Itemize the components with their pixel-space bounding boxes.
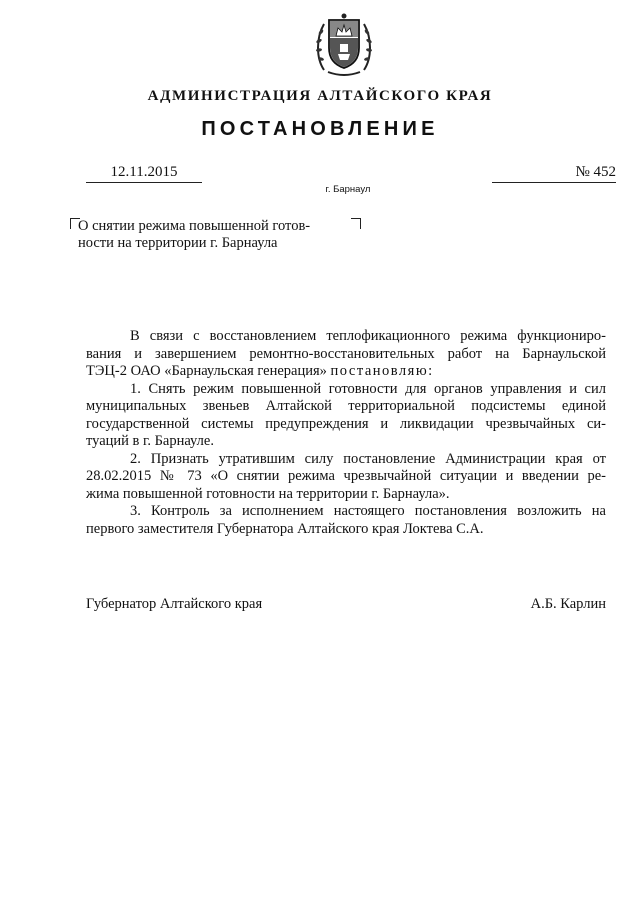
body-text: ТЭЦ-2 ОАО «Барнаульская генерация»	[86, 363, 327, 379]
body-line: первого заместителя Губернатора Алтайского края Локтева С.А.	[86, 520, 484, 537]
body-line: жима повышенной готовности на территории г. Барнаула».	[86, 485, 450, 502]
body-line: туаций в г. Барнауле.	[86, 433, 214, 449]
signatory-position: Губернатор Алтайского края	[86, 596, 263, 612]
subject-line: ности на территории г. Барнаула	[78, 235, 278, 251]
body-line	[86, 363, 606, 381]
document-type-title: ПОСТАНОВЛЕНИЕ	[201, 118, 439, 140]
document-date: 12.11.2015	[86, 164, 202, 183]
signatory-name: А.Б. Карлин	[530, 596, 606, 612]
document-number: № 452	[492, 164, 616, 183]
body-line: 28.02.2015 № 73 «О снятии режима чрезвычайной ситуации и введении ре-	[86, 468, 606, 484]
body-line: 3. Контроль за исполнением настоящего постановления возложить на	[130, 503, 606, 519]
body-line: 2. Признать утратившим силу постановление Администрации края от	[130, 450, 606, 467]
body-line: вания и завершением ремонтно-восстановительных работ на Барнаульской	[86, 345, 606, 362]
document-body	[86, 328, 606, 538]
body-line: муниципальных звеньев Алтайской территориальной подсистемы единой	[86, 398, 606, 414]
organization-name: АДМИНИСТРАЦИЯ АЛТАЙСКОГО КРАЯ	[147, 88, 493, 104]
decree-verb: постановляю:	[330, 363, 434, 379]
document-subject	[78, 218, 358, 252]
coat-of-arms-icon	[314, 8, 374, 80]
body-line: государственной системы предупреждения и ликвидации чрезвычайных си-	[86, 415, 606, 432]
body-line: 1. Снять режим повышенной готовности для органов управления и сил	[130, 380, 606, 397]
document-city: г. Барнаул	[325, 184, 371, 195]
body-line: В связи с восстановлением теплофикационного режима функциониро-	[130, 328, 606, 344]
subject-line: О снятии режима повышенной готов-	[78, 218, 311, 234]
